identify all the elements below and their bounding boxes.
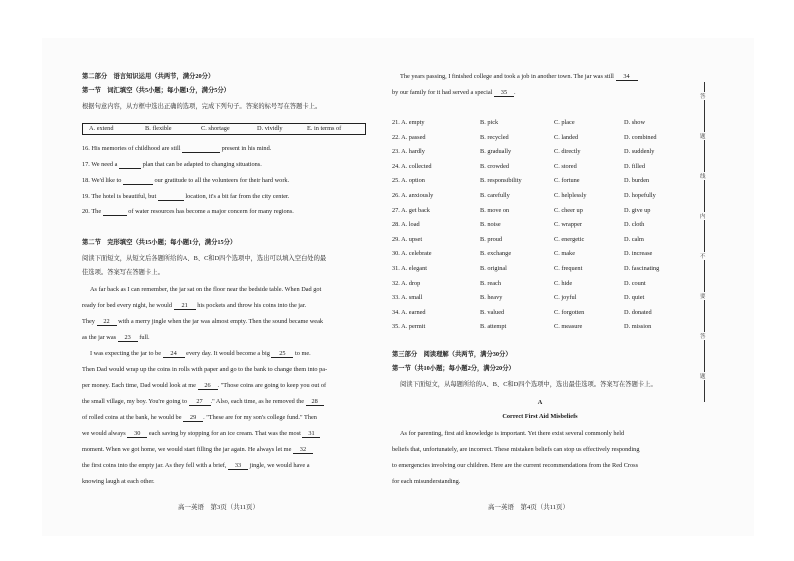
- cloze-text: the small village, my boy. You're going to: [82, 398, 187, 405]
- q18-text-b: our gratitude to all the volunteers for their hard work.: [154, 177, 290, 184]
- blank-28: 28: [306, 399, 324, 406]
- cloze-option: 29. A. upset: [392, 235, 423, 243]
- cloze-text: as the jar was: [82, 334, 117, 341]
- section2-instructions-1: 阅读下面短文，从短文后各题所给的A、B、C和D四个选项中，选出可以填入空白处的最: [82, 255, 327, 262]
- cloze-option: B. reach: [480, 279, 501, 287]
- margin-char: 答: [700, 94, 706, 100]
- cloze-line-8: [82, 399, 324, 406]
- cloze-option: D. mission: [624, 323, 652, 331]
- q20-text-a: 20. The: [82, 208, 102, 215]
- section1-title: 第一节 词汇填空（共5小题；每小题1分，满分5分）: [82, 87, 230, 94]
- margin-char: 不: [700, 254, 706, 260]
- cloze-option: D. quiet: [624, 294, 645, 302]
- option-c: C. shortage: [201, 125, 230, 132]
- cloze-option: 24. A. collected: [392, 162, 432, 170]
- cloze-option: B. recycled: [480, 133, 509, 141]
- q20-blank: [103, 209, 127, 216]
- cloze-option: D. show: [624, 119, 645, 126]
- blank-34: 34: [616, 74, 638, 81]
- cloze-text: moment. When we got home, we would start filling the jar again. He always let me: [82, 446, 292, 453]
- cloze-option: C. place: [554, 119, 575, 126]
- cloze-option: 26. A. anxiously: [392, 192, 434, 199]
- cloze-option: D. combined: [624, 133, 657, 141]
- margin-char: 线: [700, 174, 706, 180]
- cloze-option: B. pick: [480, 119, 499, 126]
- cloze-option: B. attempt: [480, 323, 507, 331]
- cloze-continue-1: [400, 74, 638, 81]
- cloze-option: D. burden: [624, 177, 650, 185]
- cloze-continue-2: [392, 90, 516, 97]
- blank-25: 25: [271, 351, 293, 358]
- section2-title: 第二节 完形填空（共15小题；每小题1分，满分15分）: [82, 239, 237, 246]
- cloze-line-10: [82, 431, 320, 438]
- cloze-option: 25. A. option: [392, 177, 425, 185]
- cloze-option: B. crowded: [480, 162, 510, 170]
- cloze-text: his pockets and throw his coins into the jar.: [197, 302, 307, 309]
- blank-21: 21: [174, 303, 196, 310]
- cloze-option: C. helplessly: [554, 192, 587, 199]
- blank-23: 23: [118, 335, 138, 342]
- cloze-option: C. make: [554, 250, 575, 258]
- cloze-option: B. proud: [480, 235, 503, 243]
- cloze-option: 30. A. celebrate: [392, 250, 432, 258]
- cloze-option: D. count: [624, 279, 646, 287]
- cloze-option: C. forgotten: [554, 308, 585, 316]
- cloze-option: 23. A. hardly: [392, 148, 425, 156]
- cloze-line-11: [82, 447, 313, 454]
- cloze-option: D. give up: [624, 206, 651, 214]
- cloze-line-9: [82, 415, 317, 422]
- cloze-text: They: [82, 318, 95, 325]
- cloze-option: B. responsibility: [480, 177, 522, 185]
- cloze-option: B. heavy: [480, 294, 503, 302]
- cloze-option: 34. A. earned: [392, 308, 426, 316]
- cloze-text: each saving by stopping for an ice cream. That was the most: [148, 430, 301, 437]
- option-d: D. vividly: [257, 125, 283, 132]
- cloze-line-7: [82, 383, 326, 390]
- cloze-option: B. carefully: [480, 192, 510, 199]
- option-a: A. extend: [89, 125, 114, 132]
- cloze-option: C. stored: [554, 162, 577, 170]
- cloze-option: D. fascinating: [624, 265, 660, 272]
- blank-33: 33: [228, 463, 248, 470]
- cloze-option: 31. A. elegant: [392, 265, 427, 272]
- q17-text-b: plan that can be adapted to changing situations.: [142, 161, 262, 168]
- q19-text-a: 19. The hotel is beautiful, but: [82, 193, 157, 200]
- cloze-option: C. wrapper: [554, 221, 582, 229]
- binding-rule: [704, 82, 705, 402]
- cloze-option: C. joyful: [554, 294, 577, 302]
- cloze-text: ." Also, each time, as he removed the: [210, 398, 305, 405]
- cloze-text: we would always: [82, 430, 126, 437]
- cloze-option: D. donated: [624, 308, 652, 316]
- cloze-option: 27. A. get back: [392, 206, 430, 214]
- blank-26: 26: [198, 383, 218, 390]
- cloze-line-3: [82, 319, 323, 326]
- blank-35: 35: [494, 90, 514, 97]
- cloze-line-13: knowing laugh at each other.: [82, 478, 155, 485]
- right-page-footer: 高一英语 第4页（共11页）: [488, 504, 570, 511]
- q17-text-a: 17. We need a: [82, 161, 118, 168]
- cloze-text: .: [513, 89, 516, 96]
- question-18: [82, 178, 289, 185]
- option-e: E. in terms of: [307, 125, 342, 132]
- cloze-option: D. suddenly: [624, 148, 655, 156]
- cloze-text: I was expecting the jar to be: [90, 350, 161, 357]
- passage-line-3: to emergencies involving our children. Here are the current recommendations from the Red Cross: [392, 462, 639, 469]
- q18-blank: [123, 178, 153, 185]
- option-b: B. flexible: [145, 125, 172, 132]
- cloze-text: the first coins into the empty jar. As they fell with a brief,: [82, 462, 227, 469]
- cloze-text: per money. Each time, Dad would look at me: [82, 382, 196, 389]
- cloze-option: B. original: [480, 265, 507, 272]
- margin-char: 题: [700, 134, 706, 140]
- question-20: [82, 209, 294, 216]
- q16-text-a: 16. His memories of childhood are still: [82, 145, 181, 152]
- cloze-line-4: [82, 335, 150, 342]
- cloze-option: B. noise: [480, 221, 501, 229]
- cloze-option: B. valued: [480, 308, 505, 316]
- q17-blank: [119, 162, 141, 169]
- section2-instructions-2: 佳选项。答案写在答题卡上。: [82, 269, 164, 276]
- cloze-text: jingle, we would have a: [249, 462, 310, 469]
- cloze-option: D. increase: [624, 250, 653, 258]
- cloze-option: C. cheer up: [554, 206, 583, 214]
- cloze-option: D. filled: [624, 162, 645, 170]
- cloze-option: D. cloth: [624, 221, 645, 229]
- question-19: [82, 194, 289, 201]
- cloze-text: . "These are for my son's college fund." Then: [203, 414, 317, 421]
- part3-title: 第三部分 阅读理解（共两节，满分30分）: [392, 351, 512, 358]
- cloze-text: ready for bed every night, he would: [82, 302, 173, 309]
- cloze-option: C. fortune: [554, 177, 580, 185]
- cloze-line-6: Then Dad would wrap up the coins in rolls with paper and go to the bank to change them into pa-: [82, 366, 328, 373]
- cloze-option: C. directly: [554, 148, 581, 156]
- passage-title: Correct First Aid Misbeliefs: [502, 413, 578, 420]
- q20-text-b: of water resources has become a major concern for many regions.: [128, 208, 294, 215]
- margin-char: 题: [700, 374, 706, 380]
- cloze-text: of rolled coins at the bank, he would be: [82, 414, 182, 421]
- blank-29: 29: [183, 415, 203, 422]
- cloze-option: 32. A. drop: [392, 279, 421, 287]
- cloze-option: C. frequent: [554, 265, 583, 272]
- blank-22: 22: [97, 319, 117, 326]
- cloze-text: The years passing, I finished college and took a job in another town. The jar was still: [400, 73, 614, 80]
- q19-blank: [158, 194, 184, 201]
- margin-char: 要: [700, 294, 706, 300]
- blank-27: 27: [189, 399, 211, 406]
- binding-margin: [700, 82, 710, 402]
- cloze-text: full.: [139, 334, 150, 341]
- cloze-text: with a merry jingle when the jar was almost empty. Then the sound became weak: [118, 318, 324, 325]
- question-17: [82, 162, 262, 169]
- cloze-option: 22. A. passed: [392, 133, 426, 141]
- blank-31: 31: [302, 431, 320, 438]
- cloze-line-1: As far back as I can remember, the jar sat on the floor near the bedside table. When Dad got: [90, 286, 322, 293]
- margin-char: 答: [700, 334, 706, 340]
- q19-text-b: location, it's a bit far from the city center.: [185, 193, 290, 200]
- passage-line-2: beliefs that, unfortunately, are incorrect. These mistaken beliefs can stop us effectively responding: [392, 446, 640, 453]
- section1-instructions: 根据句意内容，从方框中选出正确的选项，完成下列句子。答案的标号写在答题卡上。: [82, 103, 322, 110]
- margin-char: 内: [700, 214, 706, 220]
- left-page-footer: 高一英语 第3页（共11页）: [178, 504, 260, 511]
- reading-instructions: 阅读下面短文，从每题所给的A、B、C和D四个选项中，选出最佳选项。答案写在答题卡上。: [400, 381, 657, 388]
- cloze-option: C. landed: [554, 133, 579, 141]
- cloze-option: C. energetic: [554, 235, 585, 243]
- cloze-option: 21. A. empty: [392, 119, 425, 126]
- cloze-option: D. hopefully: [624, 192, 656, 199]
- cloze-option: B. move on: [480, 206, 510, 214]
- part2-title: 第二部分 语言知识运用（共两节，满分20分）: [82, 73, 215, 80]
- reading-section1-title: 第一节（共10小题；每小题2分，满分20分）: [392, 365, 515, 372]
- cloze-text: every day. It would become a big: [186, 350, 270, 357]
- blank-30: 30: [127, 431, 147, 438]
- cloze-option: B. gradually: [480, 148, 512, 156]
- blank-24: 24: [163, 351, 185, 358]
- cloze-option: C. measure: [554, 323, 583, 331]
- cloze-text: . "Those coins are going to keep you out of: [217, 382, 327, 389]
- cloze-option: 28. A. load: [392, 221, 420, 229]
- passage-line-1: As for parenting, first aid knowledge is important. Yet there exist several commonly held: [400, 430, 625, 437]
- cloze-option: B. exchange: [480, 250, 512, 258]
- cloze-text: to me.: [295, 350, 311, 357]
- word-option-box: [82, 123, 366, 135]
- cloze-text: by our family for it had served a special: [392, 89, 493, 96]
- cloze-option: C. hide: [554, 279, 573, 287]
- cloze-line-12: [82, 463, 310, 470]
- question-16: [82, 146, 271, 153]
- cloze-line-5: [90, 351, 311, 358]
- cloze-line-2: [82, 303, 306, 310]
- passage-line-4: for each misunderstanding.: [392, 478, 461, 485]
- passage-label: A: [537, 399, 543, 406]
- q16-blank: [182, 146, 220, 153]
- cloze-option: D. calm: [624, 235, 644, 243]
- blank-32: 32: [293, 447, 313, 454]
- q18-text-a: 18. We'd like to: [82, 177, 122, 184]
- q16-text-b: present in his mind.: [221, 145, 272, 152]
- cloze-option: 33. A. small: [392, 294, 423, 302]
- cloze-option: 35. A. permit: [392, 323, 426, 331]
